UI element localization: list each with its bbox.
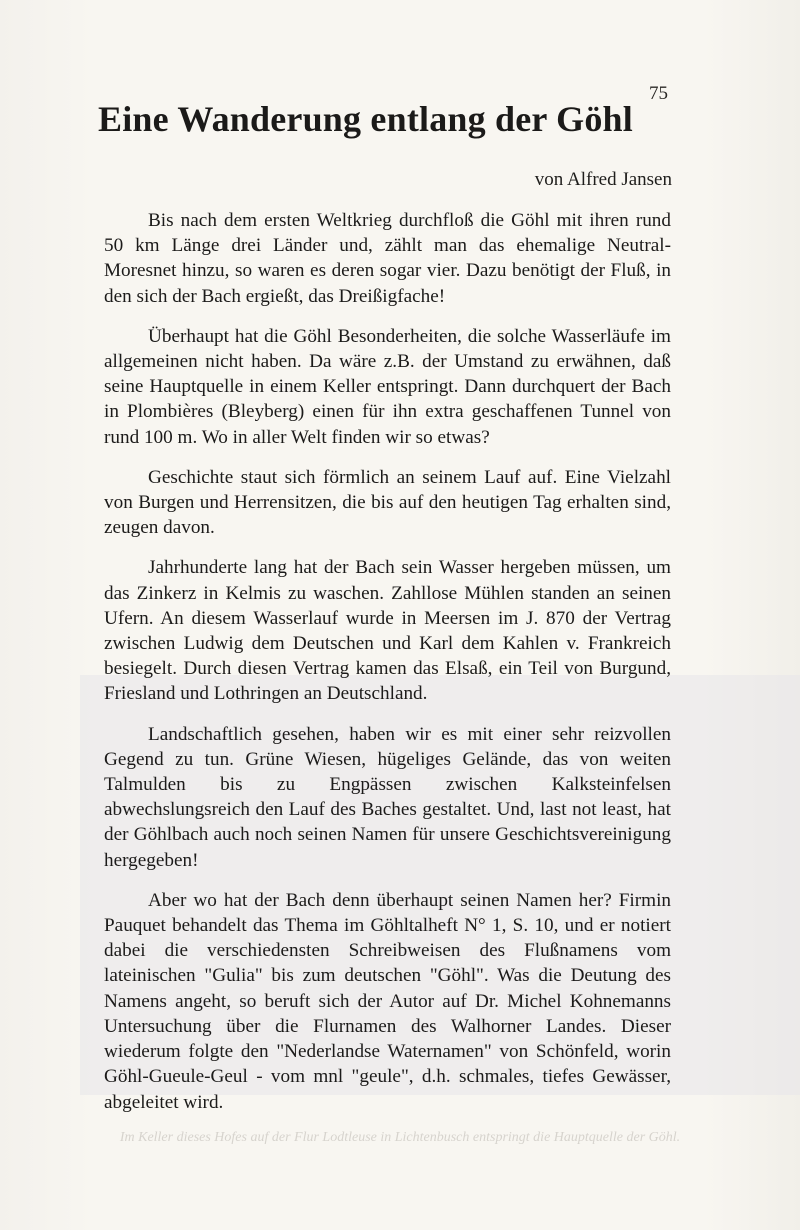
article-title: Eine Wanderung entlang der Göhl: [98, 99, 633, 139]
paragraph: Geschichte staut sich förmlich an seinem Lauf auf. Eine Vielzahl von Burgen und Herrensitzen, die bis auf den heutigen Tag erhalten sind, zeugen davon.: [104, 466, 671, 539]
paragraph: Jahrhunderte lang hat der Bach sein Wasser hergeben müssen, um das Zinkerz in Kelmis zu waschen. Zahllose Mühlen standen an seinen Ufern. An diesem Wasserlauf wurde in Meersen im J. 870 der Vertrag zwischen Ludwig dem Deutschen und Karl dem Kahlen v. Frankreich besiegelt. Durch diesen Vertrag kamen das Elsaß, ein Teil von Burgund, Friesland und Lothringen an Deutschland.: [104, 557, 671, 705]
bleed-through-caption: Im Keller dieses Hofes auf der Flur Lodtleuse in Lichtenbusch entspringt die Hauptquelle der Göhl.: [119, 1130, 681, 1145]
paragraph: Überhaupt hat die Göhl Besonderheiten, die solche Wasserläufe im allgemeinen nicht haben. Da wäre z.B. der Umstand zu erwähnen, daß seine Hauptquelle in einem Keller entspringt. Dann durchquert der Bach in Plombières (Bleyberg) einen für ihn extra geschaffenen Tunnel von rund 100 m. Wo in aller Welt finden wir so etwas?: [104, 325, 671, 448]
article-body: [104, 208, 671, 1130]
paragraph: Aber wo hat der Bach denn überhaupt seinen Namen her? Firmin Pauquet behandelt das Thema im Göhltalheft N° 1, S. 10, und er notiert dabei die verschiedensten Schreibweisen des Flußnamens vom lateinischen "Gulia" bis zum deutschen "Göhl". Was die Deutung des Namens angeht, so beruft sich der Autor auf Dr. Michel Kohnemanns Untersuchung über die Flurnamen des Walhorner Landes. Dieser wiederum folgte den "Nederlandse Waternamen" von Schönfeld, worin Göhl-Gueule-Geul - vom mnl "geule", d.h. schmales, tiefes Gewässer, abgeleitet wird.: [104, 889, 671, 1113]
page-number: 75: [649, 83, 668, 104]
article-author: von Alfred Jansen: [534, 169, 672, 190]
paragraph: Landschaftlich gesehen, haben wir es mit einer sehr reizvollen Gegend zu tun. Grüne Wiesen, hügeliges Gelände, das von weiten Talmulden bis zu Engpässen zwischen Kalksteinfelsen abwechslungsreich den Lauf des Baches gestaltet. Und, last not least, hat der Göhlbach auch noch seinen Namen für unsere Geschichtsvereinigung hergegeben!: [104, 723, 671, 871]
paragraph: Bis nach dem ersten Weltkrieg durchfloß die Göhl mit ihren rund 50 km Länge drei Länder und, zählt man das ehemalige Neutral-Moresnet hinzu, so waren es deren sogar vier. Dazu benötigt der Fluß, in den sich der Bach ergießt, das Dreißigfache!: [104, 210, 671, 307]
